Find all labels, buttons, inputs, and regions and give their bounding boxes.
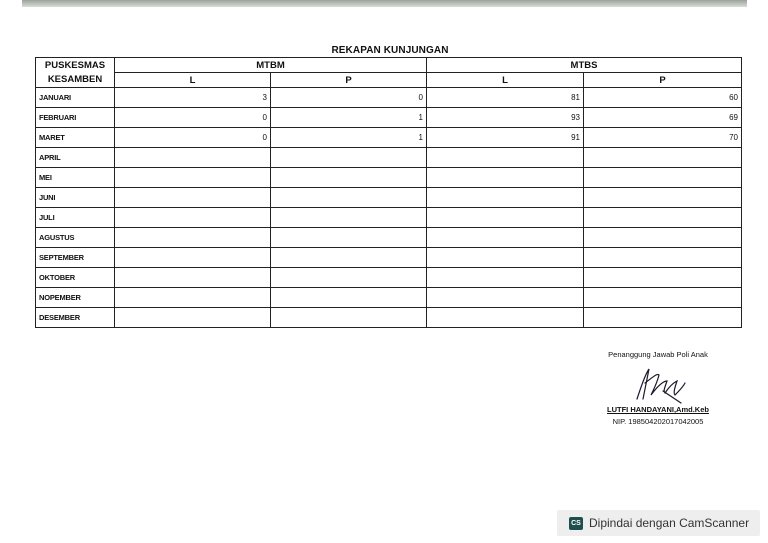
corner-header-line1: PUSKESMAS (44, 59, 106, 71)
value-cell-mtbm-l (115, 288, 271, 308)
signature-role: Penanggung Jawab Poli Anak (608, 350, 708, 359)
table-row (36, 168, 742, 188)
month-cell: JULI (36, 208, 115, 228)
table-row (36, 308, 742, 328)
value-cell-mtbs-l (427, 308, 584, 328)
header-row-groups (36, 58, 742, 73)
value-cell-mtbs-p: 70 (584, 128, 742, 148)
camscanner-icon: CS (569, 517, 583, 530)
value-cell-mtbm-p (271, 288, 427, 308)
month-cell: OKTOBER (36, 268, 115, 288)
table-row (36, 128, 742, 148)
month-cell: DESEMBER (36, 308, 115, 328)
table-row (36, 108, 742, 128)
value-cell-mtbs-p (584, 148, 742, 168)
value-cell-mtbs-p: 60 (584, 88, 742, 108)
table-row (36, 148, 742, 168)
value-cell-mtbs-p (584, 268, 742, 288)
month-cell: NOPEMBER (36, 288, 115, 308)
value-cell-mtbs-l (427, 228, 584, 248)
value-cell-mtbm-l (115, 248, 271, 268)
table-row (36, 248, 742, 268)
signature-name: LUTFI HANDAYANI,Amd.Keb (607, 405, 709, 414)
table-row (36, 228, 742, 248)
month-cell: MARET (36, 128, 115, 148)
value-cell-mtbm-p (271, 168, 427, 188)
value-cell-mtbs-p (584, 308, 742, 328)
value-cell-mtbs-l (427, 168, 584, 188)
document-title: REKAPAN KUNJUNGAN (331, 45, 449, 56)
value-cell-mtbs-l (427, 248, 584, 268)
corner-header-line2: KESAMBEN (47, 73, 103, 85)
value-cell-mtbm-p (271, 248, 427, 268)
group-header-mtbs: MTBS (427, 58, 742, 73)
value-cell-mtbm-p: 1 (271, 108, 427, 128)
value-cell-mtbm-p: 0 (271, 88, 427, 108)
handwritten-signature (623, 365, 693, 405)
month-cell: APRIL (36, 148, 115, 168)
month-cell: JUNI (36, 188, 115, 208)
value-cell-mtbm-p: 1 (271, 128, 427, 148)
value-cell-mtbm-p (271, 308, 427, 328)
table-row (36, 88, 742, 108)
month-cell: MEI (36, 168, 115, 188)
photo-edge-strip (22, 0, 747, 7)
value-cell-mtbs-l (427, 148, 584, 168)
value-cell-mtbm-l (115, 308, 271, 328)
sub-header-mtbs-l: L (427, 73, 584, 88)
sub-header-mtbs-p: P (584, 73, 742, 88)
value-cell-mtbm-l: 3 (115, 88, 271, 108)
corner-header (36, 58, 115, 88)
value-cell-mtbm-p (271, 268, 427, 288)
value-cell-mtbm-p (271, 228, 427, 248)
table-row (36, 268, 742, 288)
value-cell-mtbs-l: 93 (427, 108, 584, 128)
value-cell-mtbm-p (271, 148, 427, 168)
value-cell-mtbm-l (115, 168, 271, 188)
value-cell-mtbs-l: 91 (427, 128, 584, 148)
value-cell-mtbm-l (115, 188, 271, 208)
value-cell-mtbs-l: 81 (427, 88, 584, 108)
sub-header-mtbm-l: L (115, 73, 271, 88)
value-cell-mtbs-p: 69 (584, 108, 742, 128)
value-cell-mtbm-l (115, 148, 271, 168)
recap-table (35, 57, 742, 328)
signature-block (595, 350, 721, 426)
camscanner-label: Dipindai dengan CamScanner (589, 516, 750, 530)
value-cell-mtbs-p (584, 208, 742, 228)
sub-header-mtbm-p: P (271, 73, 427, 88)
value-cell-mtbs-l (427, 268, 584, 288)
value-cell-mtbs-p (584, 228, 742, 248)
month-cell: SEPTEMBER (36, 248, 115, 268)
header-row-sub (36, 73, 742, 88)
value-cell-mtbs-p (584, 168, 742, 188)
camscanner-badge (557, 510, 760, 536)
value-cell-mtbs-l (427, 188, 584, 208)
value-cell-mtbm-l: 0 (115, 108, 271, 128)
value-cell-mtbm-l (115, 208, 271, 228)
value-cell-mtbm-l (115, 228, 271, 248)
value-cell-mtbs-p (584, 188, 742, 208)
value-cell-mtbm-p (271, 188, 427, 208)
value-cell-mtbs-l (427, 288, 584, 308)
table-row (36, 208, 742, 228)
month-cell: AGUSTUS (36, 228, 115, 248)
value-cell-mtbs-l (427, 208, 584, 228)
value-cell-mtbs-p (584, 248, 742, 268)
signature-nip: NIP. 198504202017042005 (612, 417, 704, 426)
group-header-mtbm: MTBM (115, 58, 427, 73)
value-cell-mtbm-l: 0 (115, 128, 271, 148)
table-row (36, 288, 742, 308)
table-row (36, 188, 742, 208)
month-cell: JANUARI (36, 88, 115, 108)
value-cell-mtbm-p (271, 208, 427, 228)
month-cell: FEBRUARI (36, 108, 115, 128)
value-cell-mtbm-l (115, 268, 271, 288)
value-cell-mtbs-p (584, 288, 742, 308)
